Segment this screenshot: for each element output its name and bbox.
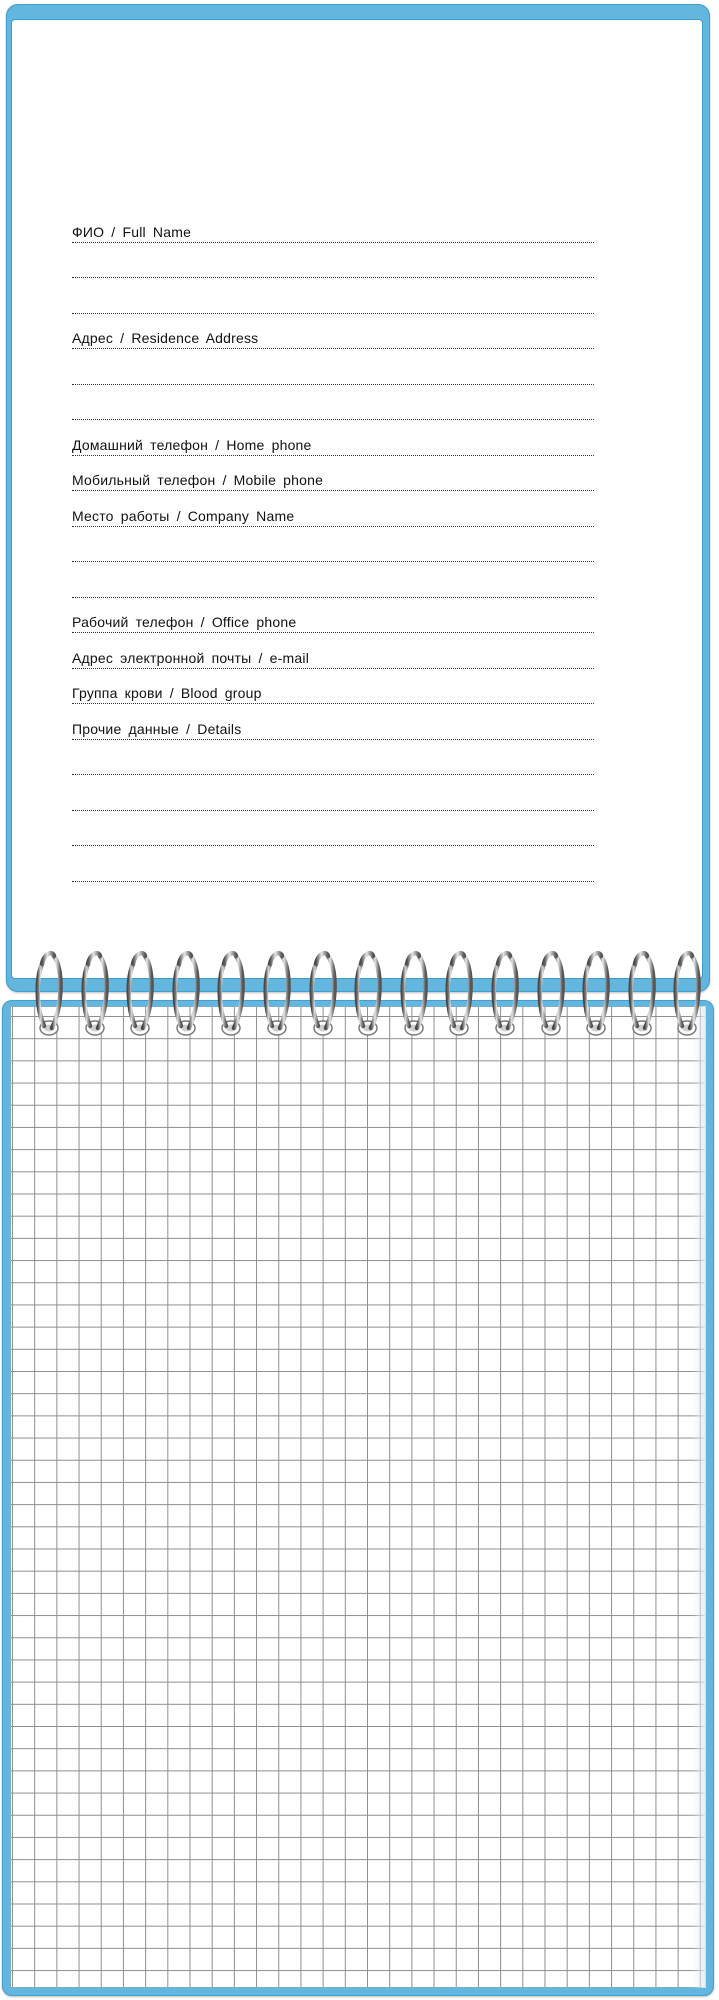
spiral-ring — [353, 948, 383, 1040]
dotted-line — [72, 703, 594, 704]
form-field[interactable] — [72, 459, 594, 495]
spiral-ring — [399, 948, 429, 1040]
form-field-label: ФИО / Full Name — [72, 223, 192, 240]
info-page — [12, 20, 702, 978]
dotted-line — [72, 384, 594, 385]
form-blank-line[interactable] — [72, 814, 594, 850]
form-blank-line[interactable] — [72, 352, 594, 388]
spiral-ring — [34, 948, 64, 1040]
form-field[interactable] — [72, 672, 594, 708]
spiral-ring — [216, 948, 246, 1040]
form-blank-line[interactable] — [72, 530, 594, 566]
dotted-line — [72, 313, 594, 314]
personal-info-form — [72, 210, 594, 885]
form-field-label: Рабочий телефон / Office phone — [72, 614, 297, 630]
dotted-line — [72, 455, 594, 456]
form-blank-line[interactable] — [72, 281, 594, 317]
info-page-cover — [6, 4, 710, 992]
spiral-ring — [80, 948, 110, 1040]
dotted-line — [72, 668, 594, 669]
dotted-line — [72, 810, 594, 811]
form-blank-line[interactable] — [72, 246, 594, 282]
grid-page-cover — [2, 1000, 714, 1996]
form-blank-line[interactable] — [72, 388, 594, 424]
spiral-ring — [125, 948, 155, 1040]
form-field[interactable] — [72, 494, 594, 530]
form-field-label: Место работы / Company Name — [72, 507, 295, 524]
form-field-label: Адрес электронной почты / e-mail — [72, 649, 309, 666]
dotted-line — [72, 597, 594, 598]
dotted-line — [72, 348, 594, 349]
spiral-binding — [0, 948, 719, 1040]
dotted-line — [72, 561, 594, 562]
dotted-line — [72, 739, 594, 740]
spiral-ring — [581, 948, 611, 1040]
dotted-line — [72, 845, 594, 846]
dotted-line — [72, 526, 594, 527]
form-field[interactable] — [72, 210, 594, 246]
form-field-label: Группа крови / Blood group — [72, 685, 262, 701]
form-blank-line[interactable] — [72, 565, 594, 601]
dotted-line — [72, 277, 594, 278]
form-field-label: Домашний телефон / Home phone — [72, 436, 312, 453]
spiral-ring — [262, 948, 292, 1040]
form-field[interactable] — [72, 707, 594, 743]
form-blank-line[interactable] — [72, 778, 594, 814]
form-field-label: Адрес / Residence Address — [72, 330, 259, 346]
form-blank-line[interactable] — [72, 849, 594, 885]
dotted-line — [72, 419, 594, 420]
form-field[interactable] — [72, 423, 594, 459]
dotted-line — [72, 632, 594, 633]
spiral-ring — [536, 948, 566, 1040]
dotted-line — [72, 881, 594, 882]
spiral-ring — [627, 948, 657, 1040]
dotted-line — [72, 490, 594, 491]
spiral-ring — [672, 948, 702, 1040]
form-field[interactable] — [72, 636, 594, 672]
dotted-line — [72, 242, 594, 243]
form-blank-line[interactable] — [72, 743, 594, 779]
spiral-ring — [171, 948, 201, 1040]
spiral-ring — [444, 948, 474, 1040]
form-field-label: Прочие данные / Details — [72, 720, 242, 737]
form-field[interactable] — [72, 317, 594, 353]
spiral-ring — [490, 948, 520, 1040]
grid-paper — [10, 1006, 706, 1988]
form-field[interactable] — [72, 601, 594, 637]
spiral-ring — [308, 948, 338, 1040]
dotted-line — [72, 774, 594, 775]
form-field-label: Мобильный телефон / Mobile phone — [72, 472, 324, 488]
